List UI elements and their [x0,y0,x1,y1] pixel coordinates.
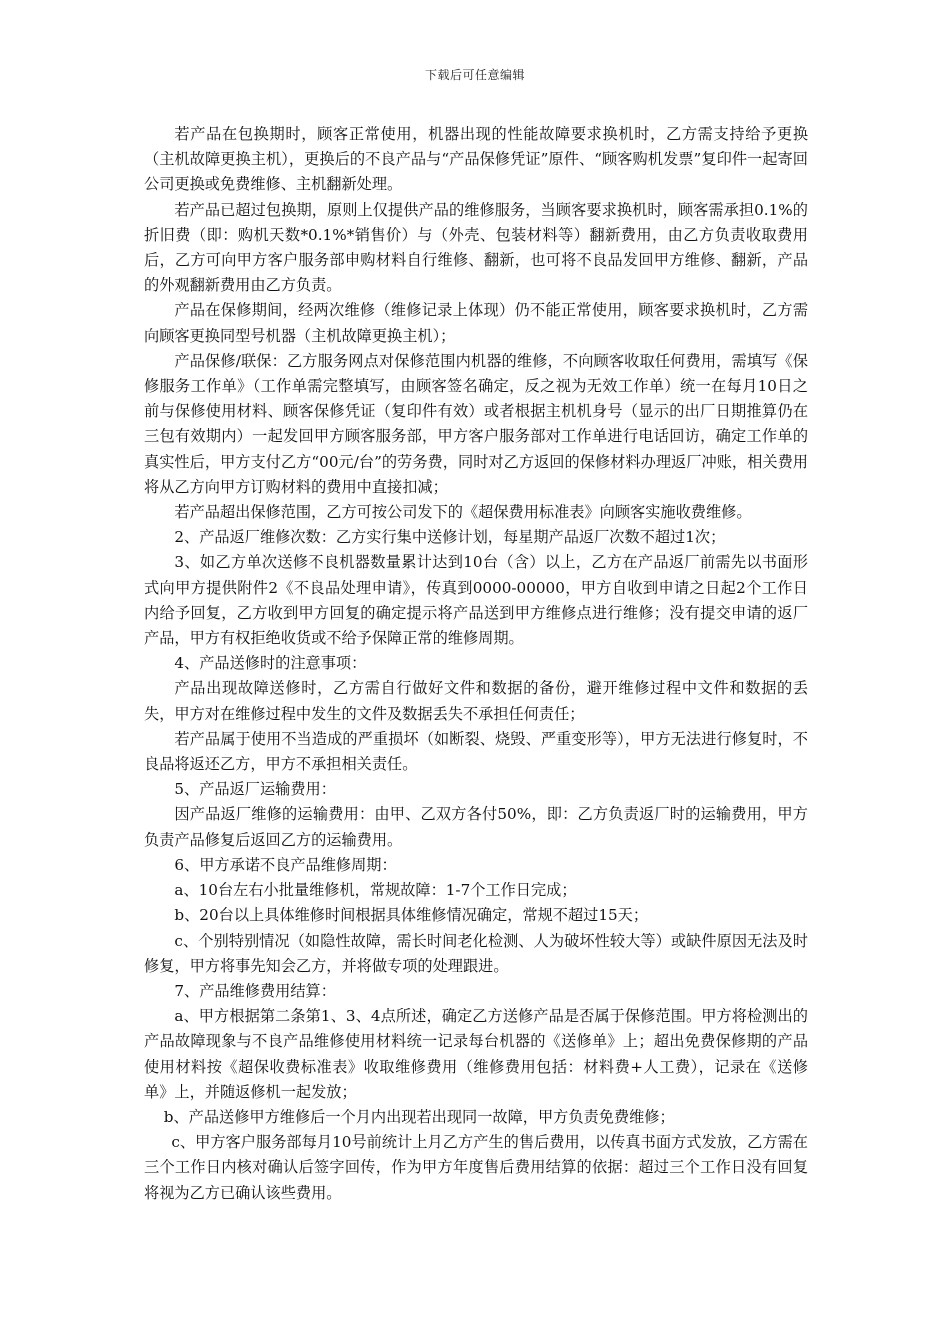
paragraph-shipping-split: 因产品返厂维修的运输费用：由甲、乙双方各付50%，即：乙方负责返厂时的运输费用，甲方负责产品修复后返回乙方的运输费用。 [144,805,808,849]
paragraph-exchange-period: 若产品在包换期时，顾客正常使用，机器出现的性能故障要求换机时，乙方需支持给予更换（主机故障更换主机），更换后的不良产品与“产品保修凭证”原件、“顾客购机发票”复印件一起寄回公司更换或免费维修、主机翻新处理。 [144,125,808,194]
section-heading-repair-notes: 4、产品送修时的注意事项： [174,654,367,673]
section-heading-shipping-cost: 5、产品返厂运输费用： [174,780,336,799]
paragraph-cycle-a: a、10台左右小批量维修机，常规故障：1-7个工作日完成； [174,881,577,900]
paragraph-repair-twice: 产品在保修期间，经两次维修（维修记录上体现）仍不能正常使用，顾客要求换机时，乙方需向顾客更换同型号机器（主机故障更换主机）； [144,301,808,345]
paragraph-bulk-return: 3、如乙方单次送修不良机器数量累计达到10台（含）以上，乙方在产品返厂前需先以书面形式向甲方提供附件2《不良品处理申请》，传真到0000-00000，甲方自收到申请之日起2个工作日内给予回复，乙方收到甲方回复的确定提示将产品送到甲方维修点进行维修；没有提交申请的返厂产品，甲方有权拒绝收货或不给予保障正常的维修周期。 [144,553,808,648]
paragraph-return-frequency: 2、产品返厂维修次数：乙方实行集中送修计划，每星期产品返厂次数不超过1次； [174,528,726,547]
paragraph-out-of-warranty: 若产品超出保修范围，乙方可按公司发下的《超保费用标准表》向顾客实施收费维修。 [174,503,752,522]
paragraph-data-backup: 产品出现故障送修时，乙方需自行做好文件和数据的备份，避开维修过程中文件和数据的丢失，甲方对在维修过程中发生的文件及数据丢失不承担任何责任； [144,679,808,723]
download-note: 下载后可任意编辑 [424,68,525,82]
paragraph-warranty-service: 产品保修/联保：乙方服务网点对保修范围内机器的维修，不向顾客收取任何费用，需填写《保修服务工作单》（工作单需完整填写，由顾客签名确定，反之视为无效工作单）统一在每月10日之前与保修使用材料、顾客保修凭证（复印件有效）或者根据主机机身号（显示的出厂日期推算仍在三包有效期内）一起发回甲方顾客服务部，甲方客户服务部对工作单进行电话回访，确定工作单的真实性后，甲方支付乙方“00元/台”的劳务费，同时对乙方返回的保修材料办理返厂冲账，相关费用将从乙方向甲方订购材料的费用中直接扣减； [144,351,808,496]
paragraph-cycle-c: c、个别特别情况（如隐性故障，需长时间老化检测、人为破坏性较大等）或缺件原因无法及时修复，甲方将事先知会乙方，并将做专项的处理跟进。 [144,931,808,975]
paragraph-settlement-a: a、甲方根据第二条第1、3、4点所述，确定乙方送修产品是否属于保修范围。甲方将检测出的产品故障现象与不良产品维修使用材料统一记录每台机器的《送修单》上；超出免费保修期的产品使用材料按《超保收费标准表》收取维修费用（维修费用包括：材料费+人工费），记录在《送修单》上，并随返修机一起发放； [144,1007,808,1101]
paragraph-settlement-b: b、产品送修甲方维修后一个月内出现若出现同一故障，甲方负责免费维修； [163,1107,675,1126]
paragraph-severe-damage: 若产品属于使用不当造成的严重损坏（如断裂、烧毁、严重变形等），甲方无法进行修复时，不良品将返还乙方，甲方不承担相关责任。 [144,729,808,774]
section-heading-repair-cycle: 6、甲方承诺不良产品维修周期： [174,855,397,874]
section-heading-settlement: 7、产品维修费用结算： [174,981,336,1000]
document-body [144,122,808,1206]
paragraph-settlement-c: c、甲方客户服务部每月10号前统计上月乙方产生的售后费用，以传真书面方式发放，乙方需在三个工作日内核对确认后签字回传，作为甲方年度售后费用结算的依据：超过三个工作日没有回复将视为乙方已确认该些费用。 [144,1133,808,1202]
paragraph-cycle-b: b、20台以上具体维修时间根据具体维修情况确定，常规不超过15天； [174,906,649,925]
paragraph-after-exchange-period: 若产品已超过包换期，原则上仅提供产品的维修服务，当顾客要求换机时，顾客需承担0.1%的折旧费（即：购机天数*0.1%*销售价）与（外壳、包装材料等）翻新费用，由乙方负责收取费用后，乙方可向甲方客户服务部申购材料自行维修、翻新，也可将不良品发回甲方维修、翻新，产品的外观翻新费用由乙方负责。 [144,200,808,295]
